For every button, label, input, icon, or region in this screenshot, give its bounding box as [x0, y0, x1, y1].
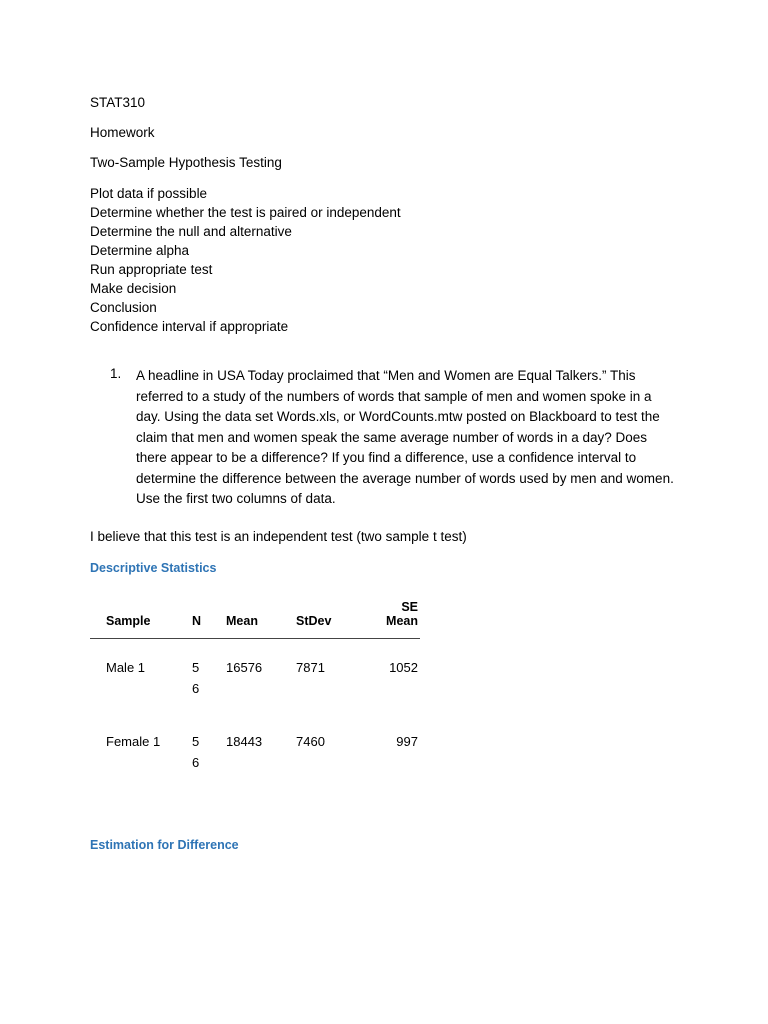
answer-belief: I believe that this test is an independent test (two sample t test): [90, 528, 467, 544]
cell-n: 56: [192, 659, 200, 696]
step-item: Confidence interval if appropriate: [90, 319, 289, 334]
step-item: Determine the null and alternative: [90, 224, 292, 239]
cell-stdev: 7871: [296, 659, 325, 675]
cell-mean: 16576: [226, 659, 263, 675]
cell-n: 56: [192, 733, 200, 770]
step-item: Run appropriate test: [90, 262, 213, 277]
col-header-se-mean: SE Mean: [366, 600, 420, 639]
col-header-mean: Mean: [226, 600, 296, 639]
cell-sample: Male 1: [106, 659, 146, 675]
step-item: Determine whether the test is paired or independent: [90, 205, 401, 220]
question-text: A headline in USA Today proclaimed that “Men and Women are Equal Talkers.” This referred to a study of the numbers of words that sample of men and women spoke in a day. Using the data set Words.xls, or WordCounts.mtw posted on Blackboard to test the claim that men and women speak the same average number of words in a day? Does there appear to be a difference? If you find a difference, use a confidence interval to determine the difference between the average number of words used by men and women. Use the first two columns of data.: [136, 368, 674, 506]
cell-mean: 18443: [226, 733, 263, 749]
col-header-n: N: [192, 600, 226, 639]
cell-stdev: 7460: [296, 733, 325, 749]
step-item: Determine alpha: [90, 243, 190, 258]
table-row: [90, 713, 420, 787]
step-item: Plot data if possible: [90, 186, 208, 201]
cell-sample: Female 1: [106, 733, 161, 749]
question-1: [90, 366, 690, 510]
doc-topic: Two-Sample Hypothesis Testing: [90, 155, 282, 170]
step-item: Conclusion: [90, 300, 157, 315]
descriptive-stats-heading: Descriptive Statistics: [90, 560, 217, 575]
course-code: STAT310: [90, 95, 146, 110]
cell-se-mean: 1052: [389, 659, 418, 675]
table-header-row: [90, 600, 420, 639]
steps-list: [90, 184, 690, 336]
cell-se-mean: 997: [396, 733, 418, 749]
col-header-sample: Sample: [90, 600, 192, 639]
document-page: [90, 94, 690, 877]
doc-type: Homework: [90, 125, 155, 140]
step-item: Make decision: [90, 281, 177, 296]
estimation-heading: Estimation for Difference: [90, 837, 239, 852]
table-row: [90, 638, 420, 713]
col-header-stdev: StDev: [296, 600, 366, 639]
descriptive-stats-table: [90, 600, 420, 787]
question-number: 1.: [110, 366, 122, 381]
